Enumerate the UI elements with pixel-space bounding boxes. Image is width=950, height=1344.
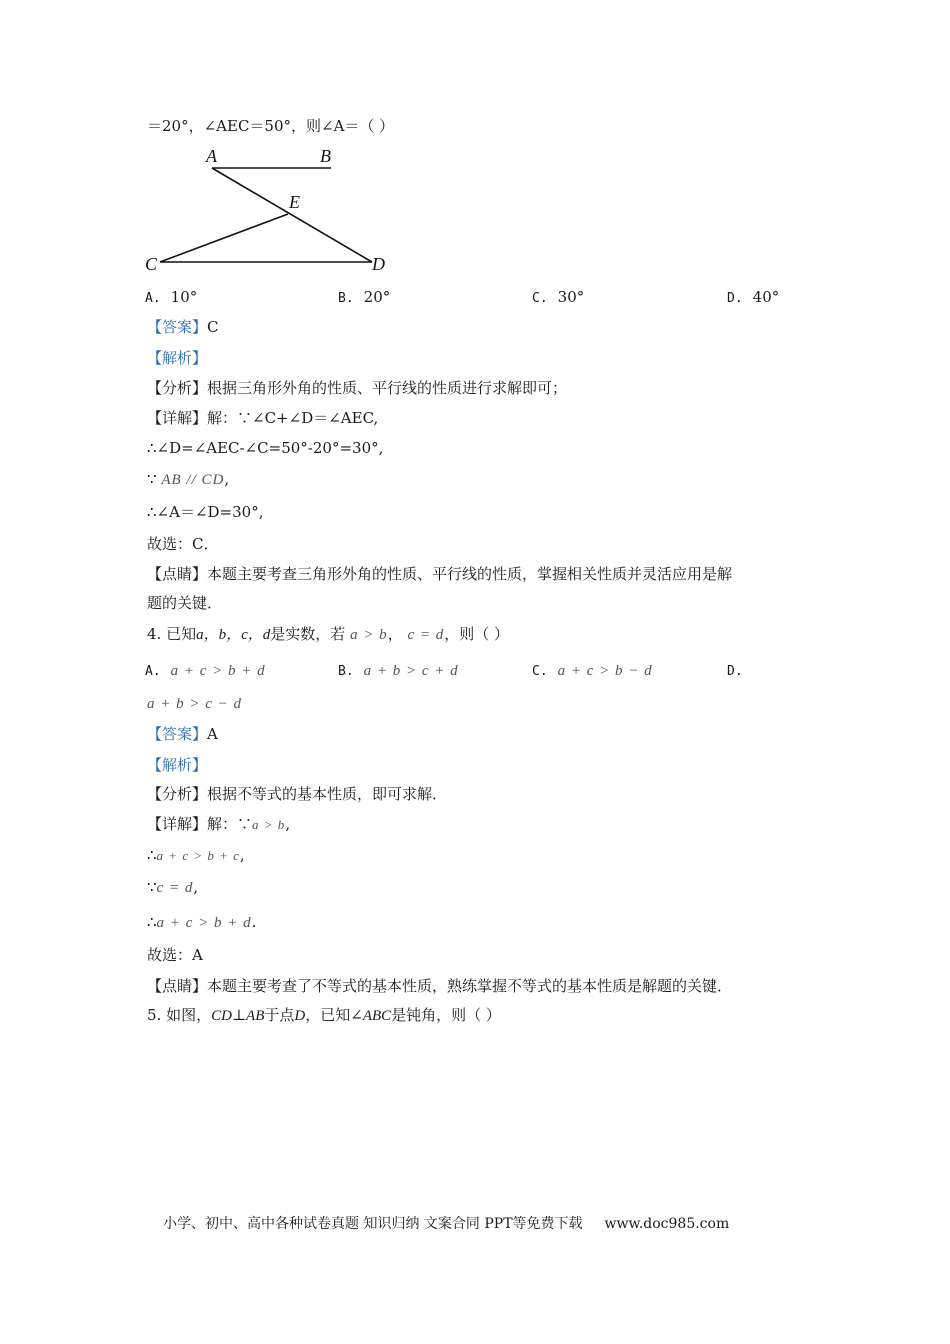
q4-step-3: ∴a + c > b + d. [147, 913, 257, 931]
q4-option-d: D. [727, 664, 743, 679]
q3-dianjing: 【点睛】本题主要考查三角形外角的性质、平行线的性质，掌握相关性质并灵活应用是解 [147, 565, 733, 583]
page-footer [163, 1213, 729, 1233]
q3-fenxi: 【分析】根据三角形外角的性质、平行线的性质进行求解即可； [147, 379, 568, 397]
q3-answer: 【答案】C [147, 318, 219, 336]
q3-xiangjie: 【详解】解：∵∠C+∠D＝∠AEC, [147, 409, 379, 427]
q3-stem-tail: ＝20°，∠AEC＝50°，则∠A＝（ ） [147, 117, 395, 135]
q4-stem: 4. 已知a，b，c，d是实数，若 a > b， c = d，则（ ） [147, 625, 510, 643]
label-e: E [289, 192, 300, 212]
q3-option-a: A. 10° [145, 288, 198, 306]
q3-option-d: D. 40° [727, 288, 780, 306]
q4-xiangjie: 【详解】解：∵a > b, [147, 815, 291, 833]
q4-option-c: C. a + c > b − d [532, 663, 653, 679]
q4-fenxi: 【分析】根据不等式的基本性质，即可求解． [147, 785, 448, 803]
q5-stem: 5. 如图，CD⊥AB于点D，已知∠ABC是钝角，则（ ） [147, 1006, 501, 1024]
q3-option-c: C. 30° [532, 288, 585, 306]
q3-step-3: ∴∠A＝∠D=30°, [147, 503, 264, 521]
q4-step-2: ∵c = d, [147, 878, 199, 896]
q4-option-d-expr: a + b > c − d [147, 696, 243, 712]
label-b: B [320, 146, 331, 166]
q4-analysis-heading: 【解析】 [147, 756, 208, 774]
q3-analysis-heading: 【解析】 [147, 349, 208, 367]
q3-step-2: ∵ AB // CD, [147, 470, 230, 488]
footer-url[interactable]: www.doc985.com [604, 1216, 730, 1232]
q4-option-a: A. a + c > b + d [145, 663, 266, 679]
label-d: D [372, 254, 385, 274]
label-a: A [206, 146, 217, 166]
q3-step-1: ∴∠D=∠AEC-∠C=50°-20°=30°, [147, 439, 384, 457]
q4-option-b: B. a + b > c + d [338, 663, 459, 679]
q4-answer: 【答案】A [147, 725, 218, 743]
q4-choose: 故选：A [147, 946, 203, 964]
line-ad [212, 168, 372, 262]
q4-step-1: ∴a + c > b + c, [147, 846, 245, 864]
label-c: C [145, 254, 158, 274]
q3-choose: 故选：C． [147, 535, 219, 553]
line-ce [160, 214, 288, 262]
q3-dianjing-cont: 题的关键． [147, 594, 223, 612]
footer-text: 小学、初中、高中各种试卷真题 知识归纳 文案合同 PPT等免费下载 [163, 1216, 583, 1232]
q3-option-b: B. 20° [338, 288, 391, 306]
q4-dianjing: 【点睛】本题主要考查了不等式的基本性质，熟练掌握不等式的基本性质是解题的关键． [147, 977, 733, 995]
q3-figure [140, 142, 400, 277]
